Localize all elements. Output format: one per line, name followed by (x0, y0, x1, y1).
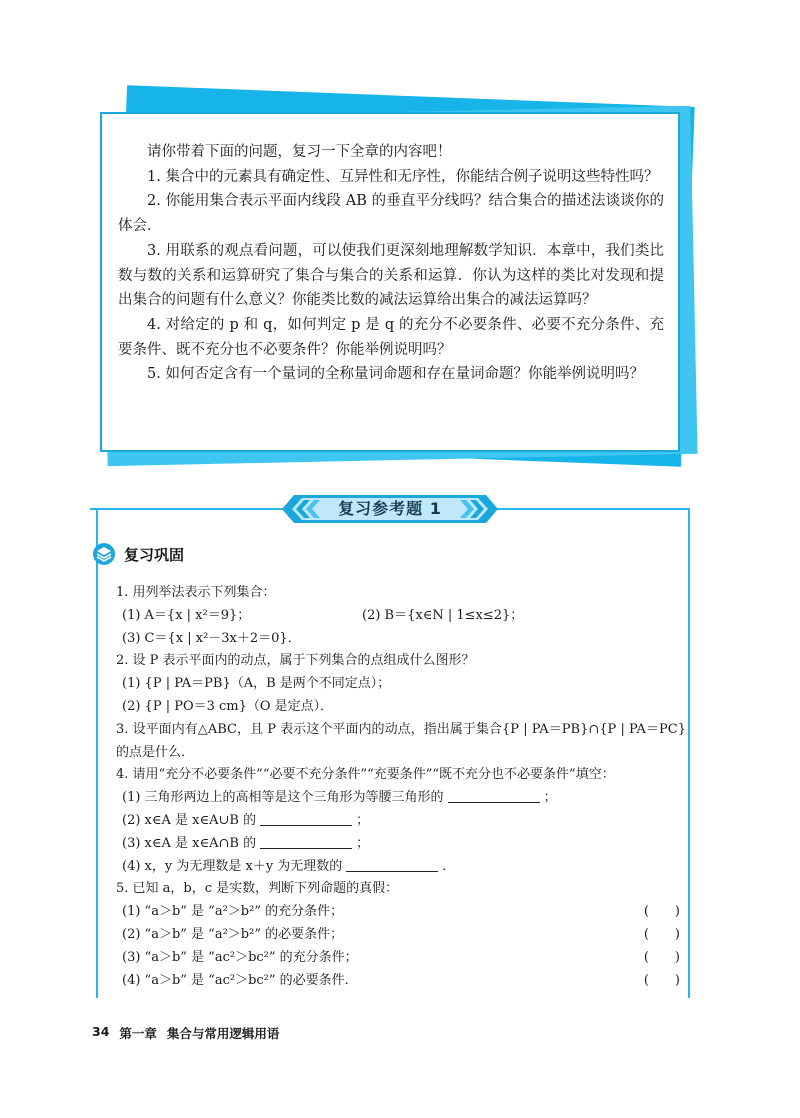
banner-title: 复习参考题 1 (338, 499, 442, 518)
exercise-5-part-4-text: (4) “a＞b” 是 “ac²＞bc²” 的必要条件． (122, 972, 358, 988)
exercise-2-stem: 2. 设 P 表示平面内的动点，属于下列集合的点组成什么图形？ (116, 653, 475, 669)
answer-blank[interactable] (260, 811, 352, 826)
section-banner (282, 493, 498, 525)
answer-blank[interactable] (448, 788, 540, 803)
answer-parentheses[interactable]: ( ) (643, 972, 680, 988)
exercise-1-part-1: (1) A＝{x | x²＝9}； (122, 607, 251, 623)
answer-blank[interactable] (260, 834, 352, 849)
exercise-5-part-4 (116, 970, 686, 993)
exercise-4-part-1-end: ； (543, 790, 557, 806)
answer-parentheses[interactable]: ( ) (643, 904, 680, 920)
exercise-1-part-2: (2) B＝{x∈N | 1≤x≤2}； (362, 607, 524, 623)
chapter-title: 集合与常用逻辑用语 (166, 1026, 280, 1041)
exercise-4-part-4 (116, 856, 686, 879)
exercise-4-part-2 (116, 810, 686, 833)
exercise-2-part-2: (2) {P | PO＝3 cm}（O 是定点）． (122, 698, 334, 714)
exercise-5-part-1-text: (1) “a＞b” 是 “a²＞b²” 的充分条件； (122, 904, 344, 920)
exercise-4-part-4-text: (4) x，y 为无理数是 x＋y 为无理数的 (122, 858, 343, 874)
review-question-3: 3. 用联系的观点看问题，可以使我们更深刻地理解数学知识．本章中，我们类比数与数的关系和运算研究了集合与集合的关系和运算．你认为这样的类比对发现和提出集合的问题有什么意义？你能类比数的减法运算给出集合的减法运算吗？ (118, 242, 664, 309)
exercise-4-part-3 (116, 833, 686, 856)
exercise-5-part-1 (116, 901, 686, 924)
exercise-list (116, 582, 686, 992)
review-question-5: 5. 如何否定含有一个量词的全称量词命题和存在量词命题？你能举例说明吗？ (147, 366, 644, 383)
section-rule-left (96, 508, 98, 998)
subsection-heading (92, 541, 184, 567)
page-footer (92, 1024, 279, 1042)
exercise-1-part-3: (3) C＝{x | x²－3x＋2＝0}． (122, 630, 301, 646)
exercise-5-part-2-text: (2) “a＞b” 是 “a²＞b²” 的必要条件； (122, 926, 344, 942)
exercise-4-part-4-end: ． (442, 858, 456, 874)
exercise-4-part-1-text: (1) 三角形两边上的高相等是这个三角形为等腰三角形的 (122, 790, 444, 806)
exercise-3: 3. 设平面内有△ABC，且 P 表示这个平面内的动点，指出属于集合{P | PA＝PB}∩{P | PA＝PC}的点是什么． (116, 721, 686, 760)
answer-parentheses[interactable]: ( ) (643, 949, 680, 965)
review-box-text (118, 140, 664, 387)
exercise-5-part-2 (116, 924, 686, 947)
chapter-label: 第一章 (119, 1026, 157, 1041)
exercise-1-stem: 1. 用列举法表示下列集合： (116, 585, 276, 600)
answer-blank[interactable] (346, 857, 438, 872)
exercise-5-part-3 (116, 947, 686, 970)
exercise-1-row (116, 605, 686, 628)
review-question-1: 1. 集合中的元素具有确定性、互异性和无序性，你能结合例子说明这些特性吗？ (147, 168, 659, 185)
exercise-5-part-3-text: (3) “a＞b” 是 “ac²＞bc²” 的充分条件； (122, 949, 358, 965)
subsection-title: 复习巩固 (124, 545, 185, 564)
layers-icon (92, 542, 116, 566)
exercise-4-part-2-text: (2) x∈A 是 x∈A∪B 的 (122, 812, 257, 828)
exercise-2-part-1: (1) {P | PA＝PB}（A，B 是两个不同定点）； (122, 676, 391, 692)
exercise-5-stem: 5. 已知 a，b，c 是实数，判断下列命题的真假： (116, 881, 399, 897)
review-question-4: 4. 对给定的 p 和 q，如何判定 p 是 q 的充分不必要条件、必要不充分条件、充要条件、既不充分也不必要条件？你能举例说明吗？ (118, 316, 664, 358)
exercise-4-part-3-text: (3) x∈A 是 x∈A∩B 的 (122, 835, 257, 851)
section-rule-right (688, 508, 690, 998)
exercise-4-part-1 (116, 787, 686, 810)
review-question-2: 2. 你能用集合表示平面内线段 AB 的垂直平分线吗？结合集合的描述法谈谈你的体会． (118, 193, 664, 235)
answer-parentheses[interactable]: ( ) (643, 926, 680, 942)
exercise-4-part-3-end: ； (356, 835, 370, 851)
exercise-4-part-2-end: ； (356, 812, 370, 828)
review-intro: 请你带着下面的问题，复习一下全章的内容吧！ (147, 144, 452, 160)
exercise-4-stem: 4. 请用“充分不必要条件”“必要不充分条件”“充要条件”“既不充分也不必要条件”填空： (116, 767, 615, 783)
page-number: 34 (92, 1024, 110, 1039)
